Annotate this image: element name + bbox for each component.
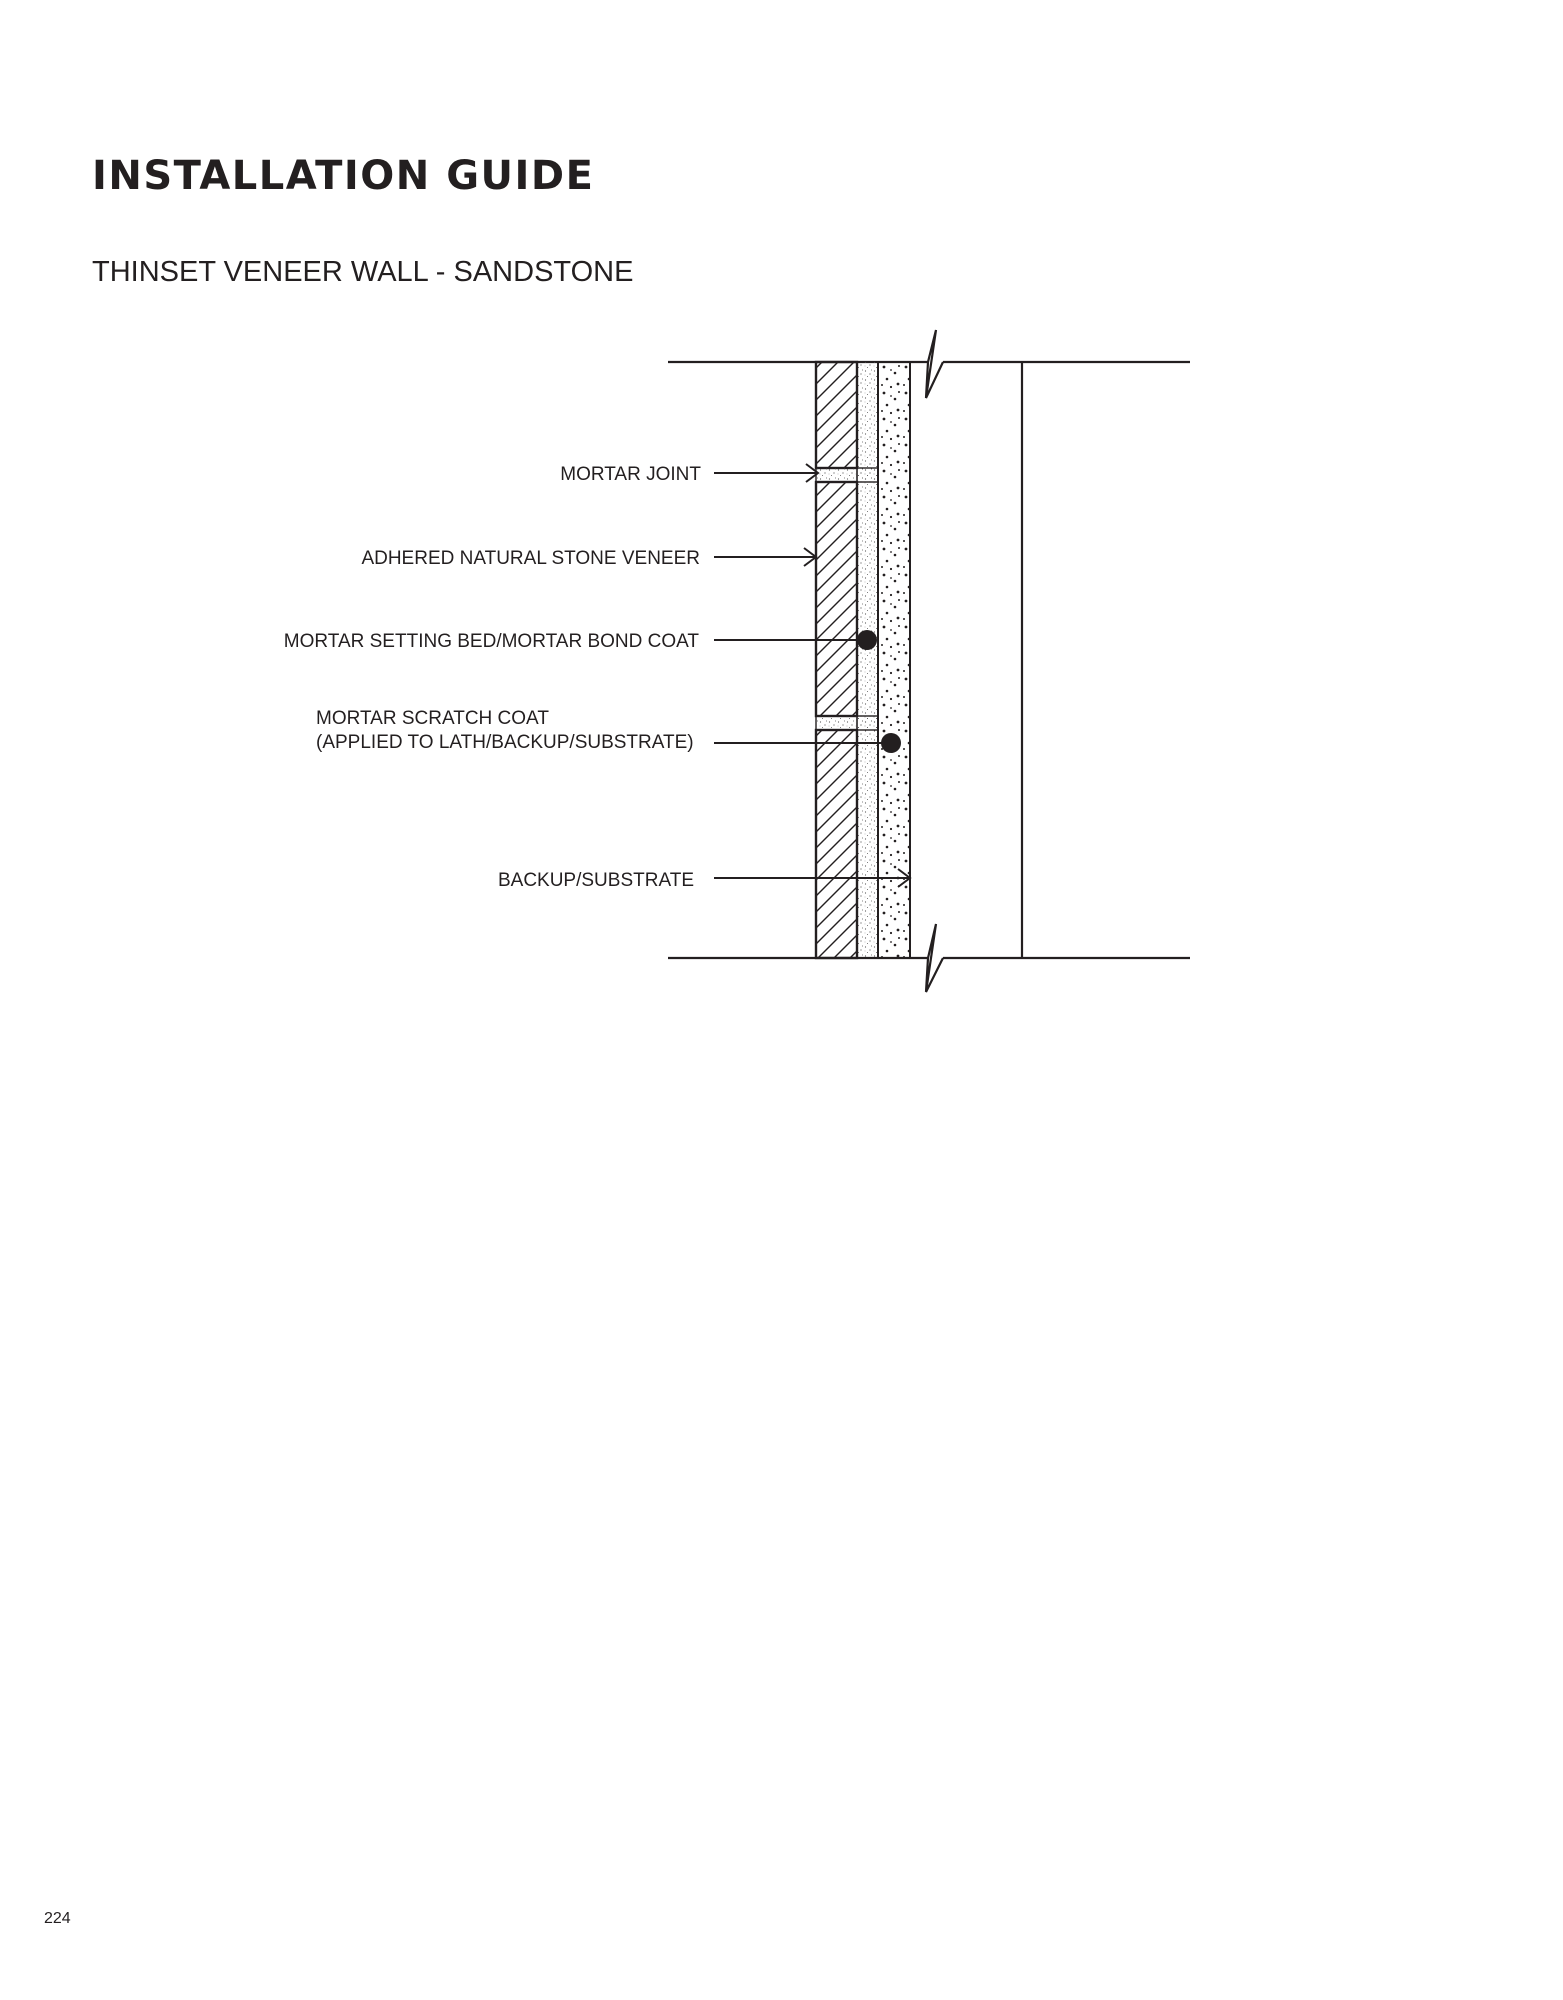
page-number: 224 xyxy=(44,1910,71,1927)
label-backup-substrate: BACKUP/SUBSTRATE xyxy=(497,870,694,891)
bottom-break-line xyxy=(926,924,943,992)
scratch-coat-dot xyxy=(881,733,901,753)
mortar-joint-bottom xyxy=(816,716,878,730)
stone-unit-top xyxy=(816,362,857,468)
stone-unit-bottom xyxy=(816,730,857,958)
page-subtitle: THINSET VENEER WALL - SANDSTONE xyxy=(92,256,634,288)
mortar-joint-top xyxy=(816,468,878,482)
page-title: INSTALLATION GUIDE xyxy=(92,153,595,199)
label-scratch-coat-line2: (APPLIED TO LATH/BACKUP/SUBSTRATE) xyxy=(316,732,694,753)
label-stone-veneer: ADHERED NATURAL STONE VENEER xyxy=(361,548,700,569)
label-setting-bed: MORTAR SETTING BED/MORTAR BOND COAT xyxy=(283,631,699,652)
backup-substrate-layer xyxy=(878,362,910,958)
setting-bed-dot xyxy=(857,630,877,650)
break-lines xyxy=(926,330,943,992)
label-scratch-coat-line1: MORTAR SCRATCH COAT xyxy=(316,708,549,729)
stone-unit-middle xyxy=(816,482,857,716)
section-boundary-lines xyxy=(668,362,1190,958)
mortar-coat-layer xyxy=(857,362,878,958)
top-break-line xyxy=(926,330,943,398)
label-mortar-joint: MORTAR JOINT xyxy=(560,464,701,485)
